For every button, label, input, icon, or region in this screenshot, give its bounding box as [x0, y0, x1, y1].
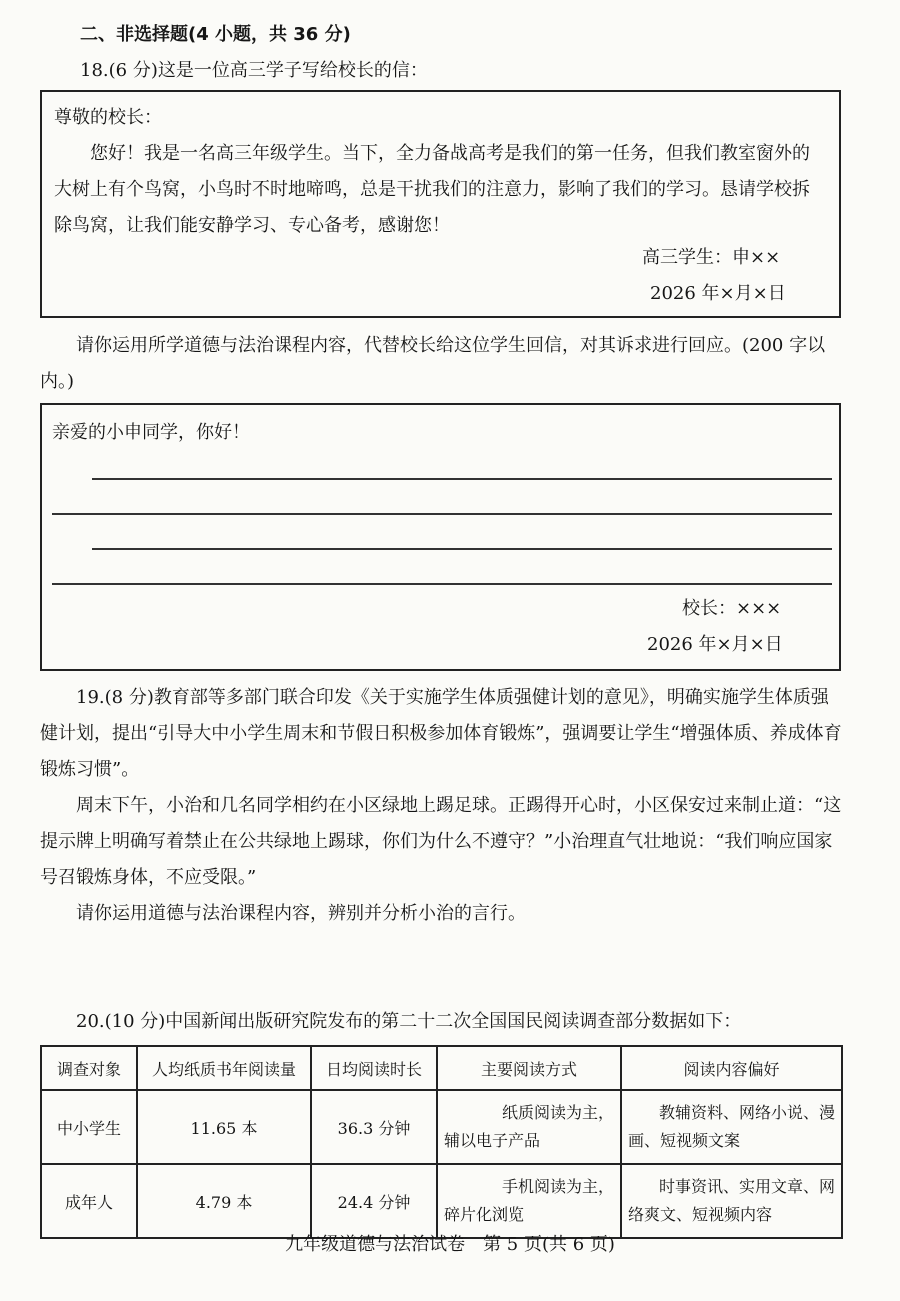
cell-line: 时事资讯、实用文章、网 — [658, 1177, 835, 1196]
table-cell — [621, 1090, 842, 1164]
section-title: 二、非选择题(4 小题，共 36 分) — [80, 24, 351, 45]
table-row — [41, 1090, 842, 1164]
reply-signature: 校长：××× — [682, 598, 782, 619]
reading-survey-table — [40, 1045, 843, 1239]
table-cell — [621, 1164, 842, 1238]
letter-signature: 高三学生：申×× — [642, 247, 781, 268]
table-header-cell: 调查对象 — [41, 1046, 137, 1090]
cell-line: 画、短视频文案 — [628, 1131, 741, 1150]
answer-line[interactable] — [52, 583, 832, 585]
cell-line: 辅以电子产品 — [444, 1131, 541, 1150]
reply-date: 2026 年×月×日 — [647, 634, 783, 655]
table-cell: 36.3 分钟 — [311, 1090, 437, 1164]
letter-body: 您好！我是一名高三年级学生。当下，全力备战高考是我们的第一任务，但我们教室窗外的大树上有个鸟窝，小鸟时不时地啼鸣，总是干扰我们的注意力，影响了我们的学习。恳请学校拆除鸟窝，让我们能安静学习、专心备考，感谢您！ — [54, 143, 810, 236]
table-header-cell: 日均阅读时长 — [311, 1046, 437, 1090]
table-row — [41, 1164, 842, 1238]
reply-salutation: 亲爱的小申同学，你好！ — [52, 422, 250, 443]
question-20-stem: 20.(10 分)中国新闻出版研究院发布的第二十二次全国国民阅读调查部分数据如下： — [76, 1011, 742, 1032]
table-header-cell: 人均纸质书年阅读量 — [137, 1046, 311, 1090]
student-letter-box — [40, 90, 841, 318]
table-header-cell: 主要阅读方式 — [437, 1046, 621, 1090]
question-19-prompt: 请你运用道德与法治课程内容，辨别并分析小治的言行。 — [76, 903, 526, 924]
cell-line: 教辅资料、网络小说、漫 — [658, 1103, 835, 1122]
cell-line: 碎片化浏览 — [444, 1205, 525, 1224]
table-cell: 4.79 本 — [137, 1164, 311, 1238]
table-cell — [437, 1164, 621, 1238]
table-header-row — [41, 1046, 842, 1090]
letter-date: 2026 年×月×日 — [650, 283, 786, 304]
answer-line[interactable] — [92, 548, 832, 550]
reply-letter-box — [40, 403, 841, 671]
table-cell: 成年人 — [41, 1164, 137, 1238]
table-cell: 11.65 本 — [137, 1090, 311, 1164]
table-cell — [437, 1090, 621, 1164]
answer-line[interactable] — [92, 478, 832, 480]
table-header-cell: 阅读内容偏好 — [621, 1046, 842, 1090]
cell-line: 手机阅读为主， — [501, 1177, 614, 1196]
table-cell: 中小学生 — [41, 1090, 137, 1164]
letter-salutation: 尊敬的校长： — [54, 107, 162, 128]
page-footer: 九年级道德与法治试卷 第 5 页(共 6 页) — [285, 1234, 615, 1255]
cell-line: 络爽文、短视频内容 — [628, 1205, 773, 1224]
question-18-stem: 18.(6 分)这是一位高三学子写给校长的信： — [80, 60, 428, 81]
question-19-para1: 19.(8 分)教育部等多部门联合印发《关于实施学生体质强健计划的意见》，明确实施学生体质强健计划，提出“引导大中小学生周末和节假日积极参加体育锻炼”，强调要让学生“增强体质、养成体育锻炼习惯”。 — [40, 687, 842, 780]
question-18-prompt: 请你运用所学道德与法治课程内容，代替校长给这位学生回信，对其诉求进行回应。(200 字以内。) — [40, 335, 826, 392]
answer-line[interactable] — [52, 513, 832, 515]
cell-line: 纸质阅读为主， — [501, 1103, 614, 1122]
question-19-para2: 周末下午，小治和几名同学相约在小区绿地上踢足球。正踢得开心时，小区保安过来制止道：“这提示牌上明确写着禁止在公共绿地上踢球，你们为什么不遵守？”小治理直气壮地说：“我们响应国家号召锻炼身体，不应受限。” — [40, 795, 842, 888]
table-cell: 24.4 分钟 — [311, 1164, 437, 1238]
